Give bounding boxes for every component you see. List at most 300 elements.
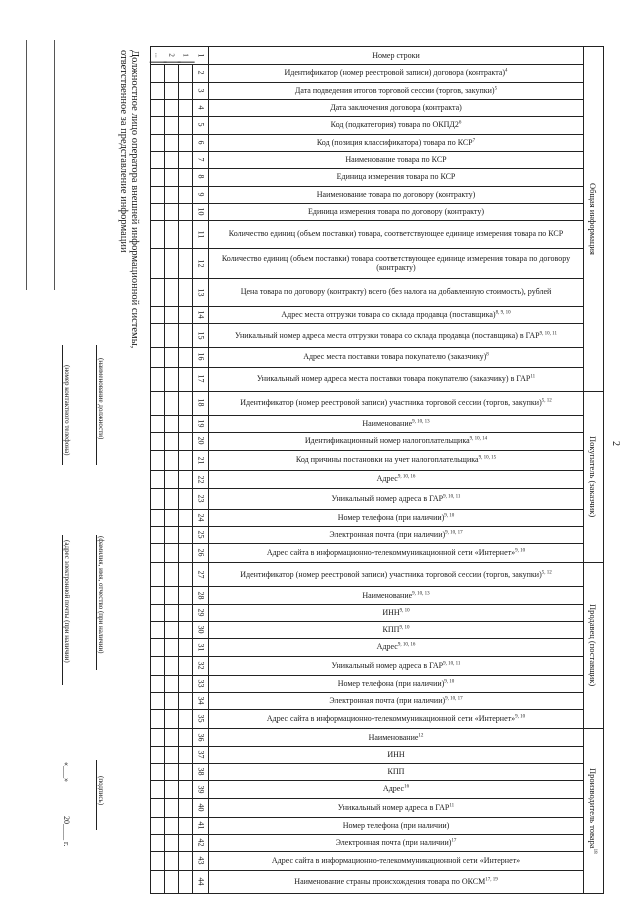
row-description	[209, 709, 583, 728]
table-row	[151, 82, 583, 100]
entry-cell[interactable]	[151, 604, 165, 621]
row-number-label: 10	[196, 207, 205, 216]
row-description	[209, 116, 583, 133]
entry-cell[interactable]	[179, 82, 193, 99]
row-number	[193, 470, 209, 487]
row-number	[193, 47, 209, 64]
entry-cell[interactable]	[151, 834, 165, 851]
group-label-text: Производитель товара	[588, 767, 598, 849]
row-number	[193, 780, 209, 797]
entry-cell[interactable]	[165, 470, 179, 487]
row-number-label: 9	[196, 192, 205, 197]
entry-cell[interactable]	[165, 586, 179, 603]
row-number	[193, 543, 209, 562]
entry-cell[interactable]	[151, 278, 165, 306]
row-number-label: 44	[196, 877, 205, 886]
row-number-label: 6	[196, 140, 205, 145]
row-description	[209, 306, 583, 323]
entry-cell[interactable]	[151, 151, 165, 168]
footnote-ref: 12	[418, 732, 424, 738]
table-row	[151, 323, 583, 348]
entry-cell[interactable]	[179, 798, 193, 817]
entry-cell[interactable]	[165, 780, 179, 797]
entry-cell[interactable]	[179, 151, 193, 168]
entry-cell[interactable]	[179, 638, 193, 655]
table-row	[151, 870, 583, 893]
entry-cell[interactable]	[151, 728, 165, 745]
row-description-text: Количество единиц (объем поставки) товара соответствующее единице измерения товара по договору (контракту)	[221, 253, 571, 273]
entry-cell[interactable]	[151, 621, 165, 638]
table-row	[151, 488, 583, 510]
entry-cell[interactable]	[165, 851, 179, 870]
row-number	[193, 367, 209, 391]
row-number	[193, 248, 209, 278]
row-number	[193, 526, 209, 543]
entry-cell[interactable]	[179, 586, 193, 603]
responsible-heading-line-2: ответственное за представление информации	[118, 50, 129, 253]
entry-cell[interactable]	[151, 323, 165, 347]
entry-cell[interactable]	[151, 562, 165, 586]
row-number-label: 25	[196, 530, 205, 539]
row-number-label: 3	[196, 88, 205, 93]
entry-cell[interactable]	[151, 134, 165, 151]
footnote-ref: 9, 10, 13	[412, 419, 430, 425]
row-number-label: 18	[196, 398, 205, 407]
entry-cell[interactable]	[165, 168, 179, 185]
table-row	[151, 543, 583, 563]
position-caption: (наименование должности)	[97, 358, 105, 440]
footnote-ref: 9, 10, 16	[397, 642, 416, 648]
row-number	[193, 415, 209, 432]
entry-cell[interactable]	[179, 470, 193, 487]
entry-cell[interactable]	[151, 64, 165, 81]
entry-cell[interactable]	[165, 870, 179, 893]
table-row	[151, 638, 583, 656]
entry-cell[interactable]	[151, 82, 165, 99]
footnote-ref: 9, 10	[444, 679, 455, 685]
row-description	[209, 509, 583, 526]
footnote-ref: 7	[472, 137, 476, 143]
row-description-text: Наименование товара по договору (контракту)	[316, 189, 476, 199]
footnote-ref: 11	[530, 374, 536, 380]
full-name-caption: (фамилия, имя, отчество (при наличии)	[97, 536, 105, 654]
entry-cell[interactable]	[165, 450, 179, 471]
row-number	[193, 656, 209, 675]
row-number	[193, 562, 209, 586]
row-description-text: ИНН	[387, 749, 405, 759]
entry-cell[interactable]	[165, 746, 179, 763]
row-description-text: Наименование$^{9, 10, 13}$	[362, 419, 430, 429]
entry-cell[interactable]	[151, 470, 165, 487]
row-description	[209, 64, 583, 81]
row-description-text: Цена товара по договору (контракту) всего (без налога на добавленную стоимость), рублей	[240, 287, 552, 297]
table-row	[151, 64, 583, 82]
row-description-text: Адрес сайта в информационно-телекоммуникационной сети «Интернет»$^{9, 10}$	[266, 548, 526, 558]
row-description-text: Код (подкатегория) товара по $ОКПД2^6$	[330, 120, 462, 130]
entry-cell[interactable]	[179, 323, 193, 347]
footnote-ref: 9, 10	[444, 512, 455, 518]
entry-column-header: ...	[149, 49, 166, 63]
entry-cell[interactable]	[179, 203, 193, 220]
entry-cell[interactable]	[151, 116, 165, 133]
row-description-text: Уникальный номер адреса места отгрузки товара со склада продавца (поставщика) в ГАР$^{9, 10, 11}$	[235, 330, 557, 340]
row-number-label: 42	[196, 838, 205, 847]
row-description-text: Количество единиц (объем поставки) товара, соответствующее единице измерения товара по КСР	[228, 229, 564, 239]
table-row	[151, 248, 583, 279]
entry-cell[interactable]	[151, 638, 165, 655]
entry-cell[interactable]	[151, 543, 165, 562]
entry-cell[interactable]	[179, 780, 193, 797]
entry-cell[interactable]	[151, 450, 165, 471]
row-description	[209, 391, 583, 415]
entry-cell[interactable]	[179, 248, 193, 278]
row-description	[209, 798, 583, 817]
entry-cell[interactable]	[165, 186, 179, 203]
table-row	[151, 834, 583, 852]
entry-cell[interactable]	[165, 817, 179, 834]
footnote-ref: 9, 10, 11	[539, 331, 557, 337]
entry-cell[interactable]	[165, 692, 179, 709]
entry-cell[interactable]	[151, 798, 165, 817]
entry-cell[interactable]	[179, 306, 193, 323]
row-number-label: 28	[196, 591, 205, 600]
entry-cell[interactable]	[151, 186, 165, 203]
row-description-text: Наименование страны происхождения товара по ОКСМ$^{17, 19}$	[294, 877, 498, 887]
row-description-text: Уникальный номер адреса места поставки товара покупателю (заказчику) в ГАР$^{11}$	[256, 374, 536, 384]
entry-cell[interactable]	[179, 116, 193, 133]
row-description-text: Уникальный номер адреса в ГАР$^{11}$	[337, 802, 455, 812]
group-label-text: Продавец (поставщик)	[588, 604, 598, 687]
entry-cell[interactable]	[179, 562, 193, 586]
entry-cell[interactable]	[179, 817, 193, 834]
row-description	[209, 186, 583, 203]
footnote-ref: 9, 10, 11	[443, 493, 461, 499]
entry-cell[interactable]	[165, 834, 179, 851]
entry-cell[interactable]	[165, 526, 179, 543]
row-number	[193, 709, 209, 728]
row-description	[209, 323, 583, 347]
table-row	[151, 656, 583, 676]
row-description-text: Единица измерения товара по договору (контракту)	[308, 206, 484, 216]
entry-cell[interactable]	[179, 99, 193, 116]
entry-cell[interactable]	[165, 306, 179, 323]
row-number	[193, 306, 209, 323]
row-number	[193, 391, 209, 415]
entry-cell[interactable]	[179, 168, 193, 185]
row-number-label: 21	[196, 456, 205, 465]
entry-cell[interactable]	[151, 586, 165, 603]
entry-cell[interactable]	[165, 621, 179, 638]
entry-cell[interactable]	[179, 834, 193, 851]
entry-cell[interactable]	[179, 675, 193, 692]
table-row	[151, 780, 583, 798]
row-number	[193, 692, 209, 709]
entry-cell[interactable]	[165, 367, 179, 391]
entry-cell[interactable]	[165, 415, 179, 432]
group-divider	[583, 391, 603, 392]
entry-cell[interactable]	[165, 220, 179, 248]
date-day: «___»	[62, 762, 71, 782]
entry-cell[interactable]	[165, 709, 179, 728]
entry-cell[interactable]	[151, 203, 165, 220]
footnote-ref: 9, 10, 14	[469, 436, 488, 442]
row-number	[193, 347, 209, 366]
entry-cell[interactable]	[165, 64, 179, 81]
entry-column-header: 1	[177, 49, 194, 63]
table-row	[151, 47, 583, 65]
entry-cell[interactable]	[151, 415, 165, 432]
entry-cell[interactable]	[179, 186, 193, 203]
entry-cell[interactable]	[151, 746, 165, 763]
entry-cell[interactable]	[179, 488, 193, 509]
row-description	[209, 278, 583, 306]
table-row	[151, 470, 583, 488]
table-row	[151, 509, 583, 527]
entry-cell[interactable]	[179, 709, 193, 728]
entry-cell[interactable]	[165, 151, 179, 168]
entry-cell[interactable]	[179, 763, 193, 780]
entry-cell[interactable]	[179, 728, 193, 745]
row-description-text: Наименование товара по КСР	[345, 154, 447, 164]
group-label	[588, 183, 598, 255]
row-number-label: 12	[196, 259, 205, 268]
row-number-label: 37	[196, 750, 205, 759]
row-number-label: 35	[196, 714, 205, 723]
row-number-label: 4	[196, 105, 205, 110]
row-description-text: Идентификационный номер налогоплательщика$^{9, 10, 14}$	[304, 436, 488, 446]
entry-cell[interactable]	[165, 203, 179, 220]
row-number-label: 11	[195, 230, 205, 238]
table-row	[151, 347, 583, 367]
entry-cell[interactable]	[151, 99, 165, 116]
responsible-heading	[118, 50, 140, 348]
row-description	[209, 47, 583, 64]
row-description	[209, 168, 583, 185]
entry-cell[interactable]	[179, 621, 193, 638]
footnote-ref: 9, 10, 17	[445, 530, 463, 536]
entry-cell[interactable]	[151, 780, 165, 797]
entry-cell[interactable]	[151, 391, 165, 415]
row-description-text: Адрес сайта в информационно-телекоммуникационной сети «Интернет»$^{9, 10}$	[266, 714, 526, 724]
row-description-text: Номер строки	[372, 51, 420, 61]
row-number-label: 13	[196, 288, 205, 297]
row-description	[209, 347, 583, 366]
entry-cell[interactable]	[151, 168, 165, 185]
group-label-text: Общая информация	[588, 182, 598, 255]
entry-cell[interactable]	[165, 656, 179, 675]
entry-cell[interactable]	[179, 432, 193, 449]
footnote-ref: 9, 10	[399, 608, 410, 614]
entry-cell[interactable]	[151, 509, 165, 526]
group-divider	[583, 562, 603, 563]
entry-cell[interactable]	[165, 278, 179, 306]
row-number	[193, 834, 209, 851]
entry-cell[interactable]	[179, 692, 193, 709]
entry-cell[interactable]	[179, 870, 193, 893]
entry-cell[interactable]	[165, 99, 179, 116]
entry-cell[interactable]	[151, 851, 165, 870]
entry-cell[interactable]	[165, 347, 179, 366]
row-description	[209, 248, 583, 278]
row-number	[193, 621, 209, 638]
row-number	[193, 450, 209, 471]
entry-cell[interactable]	[165, 543, 179, 562]
table-row	[151, 526, 583, 544]
row-description-text: Идентификатор (номер реестровой записи) участника торговой сессии (торгов, закупки)$^{5, 12}$	[240, 569, 552, 579]
entry-cell[interactable]	[165, 728, 179, 745]
phone-caption: (номер контактного телефона)	[63, 365, 71, 456]
entry-cell[interactable]	[151, 347, 165, 366]
row-description-text: Единица измерения товара по КСР	[336, 172, 456, 182]
left-margin-rule	[54, 40, 55, 290]
row-number-label: 43	[196, 856, 205, 865]
row-description	[209, 488, 583, 509]
row-description	[209, 203, 583, 220]
entry-cell[interactable]	[151, 367, 165, 391]
entry-cell[interactable]	[179, 509, 193, 526]
footnote-ref: 5, 12	[541, 398, 552, 404]
entry-cell[interactable]	[179, 347, 193, 366]
row-number-label: 39	[196, 785, 205, 794]
entry-cell[interactable]	[165, 488, 179, 509]
table-row	[151, 116, 583, 134]
row-description	[209, 728, 583, 745]
row-description-text: Номер телефона (при наличии)$^{9, 10}$	[337, 678, 455, 688]
entry-cell[interactable]	[151, 675, 165, 692]
entry-cell[interactable]	[165, 798, 179, 817]
data-table	[150, 46, 604, 894]
entry-cell[interactable]	[151, 763, 165, 780]
entry-cell[interactable]	[151, 432, 165, 449]
row-description	[209, 134, 583, 151]
entry-cell[interactable]	[179, 851, 193, 870]
row-number	[193, 99, 209, 116]
footnote-ref: 9, 10, 15	[478, 455, 497, 461]
entry-cell[interactable]	[179, 64, 193, 81]
row-number-label: 31	[196, 643, 205, 652]
row-number	[193, 604, 209, 621]
row-number	[193, 220, 209, 248]
entry-cell[interactable]	[151, 488, 165, 509]
entry-cell[interactable]	[179, 526, 193, 543]
row-number-label: 29	[196, 608, 205, 617]
row-number-label: 1	[196, 53, 205, 58]
row-description	[209, 746, 583, 763]
entry-cell[interactable]	[151, 220, 165, 248]
row-number	[193, 509, 209, 526]
row-number-label: 22	[196, 475, 205, 484]
entry-cell[interactable]	[165, 509, 179, 526]
row-description-text: Адрес$^{16}$	[382, 784, 410, 794]
footnote-ref: 17	[451, 838, 457, 844]
entry-cell[interactable]	[179, 415, 193, 432]
entry-cell[interactable]	[165, 638, 179, 655]
entry-cell[interactable]	[165, 391, 179, 415]
row-description	[209, 470, 583, 487]
table-row	[151, 450, 583, 472]
row-description-text: Адрес сайта в информационно-телекоммуникационной сети «Интернет»	[271, 856, 521, 866]
entry-cell[interactable]	[179, 220, 193, 248]
table-row	[151, 746, 583, 764]
entry-cell[interactable]	[151, 692, 165, 709]
entry-cell[interactable]	[179, 746, 193, 763]
entry-cell[interactable]	[179, 450, 193, 471]
entry-cell[interactable]	[165, 562, 179, 586]
entry-cell[interactable]	[151, 817, 165, 834]
entry-cell[interactable]	[165, 675, 179, 692]
entry-cell[interactable]	[165, 323, 179, 347]
entry-cell[interactable]	[179, 543, 193, 562]
entry-cell[interactable]	[151, 709, 165, 728]
entry-cell[interactable]	[179, 391, 193, 415]
footnote-ref: 9, 10	[399, 625, 410, 631]
row-description-text: Электронная почта (при наличии)$^{17}$	[335, 838, 457, 848]
entry-cell[interactable]	[151, 526, 165, 543]
entry-cell[interactable]	[179, 656, 193, 675]
entry-cell[interactable]	[165, 604, 179, 621]
row-number-label: 26	[196, 548, 205, 557]
row-number	[193, 82, 209, 99]
entry-cell[interactable]	[165, 82, 179, 99]
entry-cell[interactable]	[151, 248, 165, 278]
row-description-text: Наименование$^{9, 10, 13}$	[362, 590, 430, 600]
entry-cell[interactable]	[165, 134, 179, 151]
entry-cell[interactable]	[165, 116, 179, 133]
entry-cell[interactable]	[151, 870, 165, 893]
row-description	[209, 543, 583, 562]
row-number	[193, 586, 209, 603]
row-description	[209, 604, 583, 621]
entry-cell[interactable]	[151, 656, 165, 675]
row-number	[193, 278, 209, 306]
group-label	[588, 436, 598, 517]
row-description-text: Код причины постановки на учет налогоплательщика$^{9, 10, 15}$	[295, 455, 497, 465]
row-number-label: 5	[196, 122, 205, 127]
row-number	[193, 675, 209, 692]
row-description-text: Номер телефона (при наличии)	[342, 820, 450, 830]
entry-cell[interactable]	[165, 432, 179, 449]
row-description	[209, 656, 583, 675]
signature-caption: (подпись)	[97, 776, 105, 806]
row-number-label: 8	[196, 174, 205, 179]
row-description-text: Уникальный номер адреса в ГАР$^{9, 10, 11}$	[331, 493, 461, 503]
entry-cell[interactable]	[151, 306, 165, 323]
footnote-ref: 5	[494, 86, 498, 92]
row-number-label: 16	[196, 352, 205, 361]
row-number	[193, 746, 209, 763]
footnote-ref: 4	[505, 68, 508, 74]
entry-cell[interactable]	[179, 134, 193, 151]
row-description	[209, 621, 583, 638]
entry-cell[interactable]	[179, 367, 193, 391]
entry-cell[interactable]	[165, 248, 179, 278]
footnote-ref: 9, 10, 11	[443, 661, 461, 666]
row-number	[193, 817, 209, 834]
row-description	[209, 82, 583, 99]
responsible-heading-line-1: Должностное лицо оператора внешней информационной системы,	[129, 50, 140, 349]
group-label-text: Покупатель (заказчик)	[588, 435, 598, 518]
row-description	[209, 851, 583, 870]
table-row	[151, 99, 583, 117]
entry-cell[interactable]	[179, 278, 193, 306]
entry-cell[interactable]	[165, 763, 179, 780]
row-description-text: Идентификатор (номер реестровой записи) договора (контракта)$^4$	[284, 68, 508, 78]
row-description-text: Уникальный номер адреса в ГАР$^{9, 10, 11}$	[331, 660, 461, 670]
table-row	[151, 278, 583, 307]
footnote-ref: 8, 9, 10	[495, 310, 511, 316]
entry-cell[interactable]	[179, 604, 193, 621]
row-number	[193, 151, 209, 168]
